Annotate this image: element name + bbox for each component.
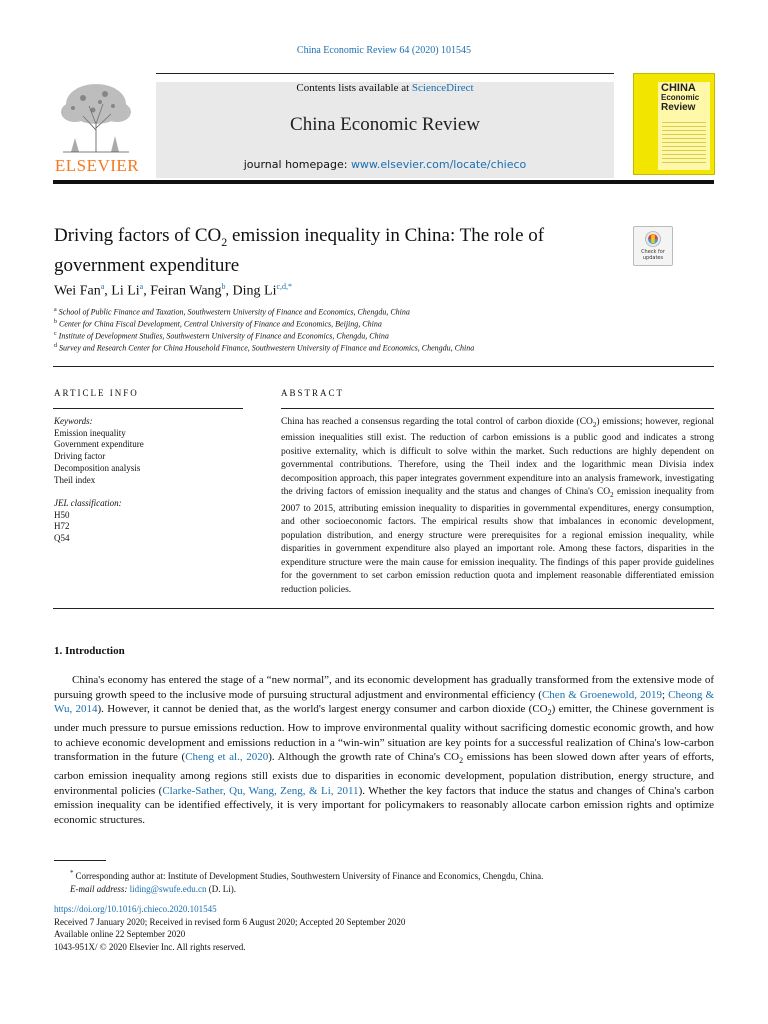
- homepage-prefix: journal homepage:: [243, 158, 348, 171]
- available-online-date: Available online 22 September 2020: [54, 929, 186, 939]
- author-name[interactable]: Wei Fan: [54, 283, 101, 299]
- received-dates: Received 7 January 2020; Received in revised form 6 August 2020; Accepted 20 September 2020: [54, 916, 406, 927]
- intro-text: ). Although the growth rate of China's CO: [268, 751, 460, 764]
- abstract-text-part: emission inequality from 2007 to 2015, attributing emission inequality to disparities in governmental expenditures, energy consumption, and other socioeconomic factors. The empirical results show that imbalances in economic development, population distribution, and energy structure were prerequisites for a regional emission inequality, while disparities in government expenditure also played an important role. Among these factors, disparities in the expenditure structure were the main cause for emission inequality. The findings of this paper provide guidelines for the government to set carbon emission reduction quota and implement reasonable differentiated emission reduction policies.: [281, 487, 714, 595]
- jel-code: H72: [54, 521, 70, 532]
- cover-title-line-2: Economic: [661, 93, 700, 102]
- jel-label: JEL classification:: [54, 497, 122, 508]
- keyword-item: Decomposition analysis: [54, 462, 141, 473]
- title-part-1: Driving factors of CO: [54, 225, 222, 246]
- journal-homepage: [156, 158, 614, 171]
- article-info-rule: [53, 408, 243, 409]
- abstract-text-part: China has reached a consensus regarding the total control of carbon dioxide (CO: [281, 417, 593, 427]
- author-affiliation-mark[interactable]: c,d,*: [276, 282, 293, 291]
- copyright-notice: 1043-951X/ © 2020 Elsevier Inc. All rights reserved.: [54, 941, 246, 952]
- crossmark-label: Check for updates: [641, 249, 665, 261]
- affiliation-c: [54, 331, 389, 341]
- intro-text: ;: [662, 688, 669, 701]
- email-suffix: (D. Li).: [206, 884, 236, 894]
- crossmark-icon: [645, 231, 661, 247]
- affiliation-text: Survey and Research Center for China Household Finance, Southwestern University of Finance and Economics, Chengdu, China: [59, 343, 475, 353]
- keyword-item: Driving factor: [54, 451, 106, 462]
- cover-text-lines: [662, 122, 706, 166]
- footnote-text: Corresponding author at: Institute of Development Studies, Southwestern University of Finance and Economics, Chengdu, China.: [75, 871, 544, 881]
- intro-text: ). However, it cannot be denied that, as the world's largest energy consumer and carbon dioxide (CO: [97, 703, 548, 716]
- author-name[interactable]: Ding Li: [232, 283, 277, 299]
- elsevier-tree-icon: [53, 80, 139, 154]
- intro-text: ) emitter, the Chinese government is under much pressure to pursue emissions reduction. How to improve environmental quality without sacrificing domestic economic growth, and how to achieve economic development and emissions reduction in a “win-win” situation are key points for a successful realization of China's low-carbon transformation in the future (: [54, 703, 714, 764]
- journal-title: China Economic Review: [290, 114, 480, 135]
- citation-link[interactable]: Cheong & Wu, 2014: [54, 688, 715, 716]
- abstract-subscript: 2: [610, 491, 614, 500]
- email-label: E-mail address:: [70, 884, 128, 894]
- journal-citation[interactable]: China Economic Review 64 (2020) 101545: [296, 45, 472, 56]
- introduction-paragraph: [54, 673, 714, 827]
- intro-text: ). Whether the key factors that induce the status and changes of China's carbon emission inequality can be identified effectively, it is very important for policymakers to reasonably allocate carbon emission rights and optimize economic structures.: [54, 784, 714, 826]
- author-affiliation-mark[interactable]: a: [100, 282, 105, 291]
- keywords-block: [54, 416, 254, 545]
- introduction-body: [54, 673, 714, 827]
- affiliation-key: b: [54, 319, 57, 325]
- corresponding-author-footnote: [70, 867, 710, 896]
- affiliation-key: a: [54, 307, 57, 313]
- footnote-rule: [54, 860, 106, 861]
- author-name[interactable]: Feiran Wang: [150, 283, 222, 299]
- citation-link[interactable]: Cheng et al., 2020: [185, 751, 269, 764]
- affiliation-text: School of Public Finance and Taxation, Southwestern University of Finance and Economics, Chengdu, China: [58, 307, 410, 317]
- affiliation-text: Institute of Development Studies, Southwestern University of Finance and Economics, Chengdu, China: [58, 331, 389, 341]
- check-for-updates-button[interactable]: [633, 226, 673, 266]
- homepage-link[interactable]: www.elsevier.com/locate/chieco: [350, 158, 527, 171]
- abstract-end-rule: [53, 608, 714, 609]
- cover-title-line-3: Review: [661, 102, 696, 113]
- doi-link[interactable]: https://doi.org/10.1016/j.chieco.2020.101545: [54, 904, 217, 914]
- author-affiliation-mark[interactable]: a: [139, 282, 144, 291]
- abstract-text-part: ) emissions; however, regional emission inequalities still exist. The reduction of carbon emissions is a public good and indicates a strong positive externality, which is difficult to solve within the market. Such reductions are highly dependent on governmental contributions. Therefore, using the Theil index and the logarithmic mean Divisia index decomposition approach, this paper integrates government expenditure into an analysis framework, investigating the driving factors of emission inequality and the status and changes of China's CO: [281, 417, 714, 498]
- footnote-line: [70, 867, 710, 883]
- cover-title: [661, 83, 699, 113]
- affiliation-b: [54, 319, 382, 329]
- author-name[interactable]: Li Li: [111, 283, 140, 299]
- contents-prefix: Contents lists available at: [296, 82, 410, 94]
- intro-text: China's economy has entered the stage of a “new normal”, and its economic development has gradually transformed from the extensive mode of pursuing growth speed to the inclusive mode of pursuing structural adjustment and environmental efficiency (: [54, 674, 714, 701]
- section-heading-introduction: 1. Introduction: [54, 645, 125, 657]
- sciencedirect-link[interactable]: ScienceDirect: [411, 82, 474, 94]
- article-info-heading: ARTICLE INFO: [54, 388, 139, 398]
- keyword-item: Government expenditure: [54, 439, 144, 450]
- publication-info: [54, 903, 654, 953]
- email-link[interactable]: liding@swufe.edu.cn: [129, 884, 207, 894]
- affiliation-key: c: [54, 331, 57, 337]
- article-title: [54, 224, 614, 278]
- affiliation-a: [54, 307, 410, 317]
- elsevier-wordmark: ELSEVIER: [54, 156, 140, 175]
- author-affiliation-mark[interactable]: b: [221, 282, 226, 291]
- intro-text: emissions has been slowed down after years of efforts, carbon emission inequality among regions still exists due to disparities in economic development, population distribution, energy structure, and environmental policies (: [54, 751, 714, 797]
- abstract-subscript: 2: [592, 420, 597, 429]
- citation-link[interactable]: Clarke-Sather, Qu, Wang, Zeng, & Li, 2011: [162, 784, 359, 797]
- abstract-heading: ABSTRACT: [281, 388, 345, 398]
- header-bottom-rule: [53, 180, 714, 184]
- citation-link[interactable]: Chen & Groenewold, 2019: [541, 688, 663, 701]
- affiliation-key: d: [54, 343, 57, 349]
- abstract-rule: [281, 408, 714, 409]
- cover-title-line-1: CHINA: [661, 82, 696, 94]
- affiliation-d: [54, 343, 474, 353]
- footnote-email-line: [70, 883, 710, 896]
- elsevier-logo[interactable]: [53, 80, 143, 178]
- author-list: Wei Fan$^a$, Li Li$^a$, Feiran Wang$^b$, Ding $Li^{c,d,*}$: [54, 282, 293, 299]
- jel-code: Q54: [54, 533, 70, 544]
- jel-code: H50: [54, 509, 70, 520]
- section-divider: [53, 366, 714, 367]
- footnote-marker: *: [70, 869, 74, 877]
- abstract-body: [281, 416, 714, 597]
- intro-subscript: 2: [547, 708, 552, 718]
- title-subscript: 2: [221, 234, 228, 249]
- intro-subscript: 2: [459, 756, 464, 766]
- journal-cover-thumbnail[interactable]: [633, 73, 715, 175]
- keywords-label: Keywords:: [54, 416, 93, 426]
- keyword-item: Theil index: [54, 474, 96, 485]
- contents-availability: [156, 82, 614, 94]
- header-top-rule: [156, 73, 614, 74]
- keyword-item: Emission inequality: [54, 427, 126, 438]
- title-part-2: emission inequality in China: The role of government expenditure: [54, 225, 545, 276]
- affiliation-text: Center for China Fiscal Development, Central University of Finance and Economics, Beijing, China: [59, 319, 382, 329]
